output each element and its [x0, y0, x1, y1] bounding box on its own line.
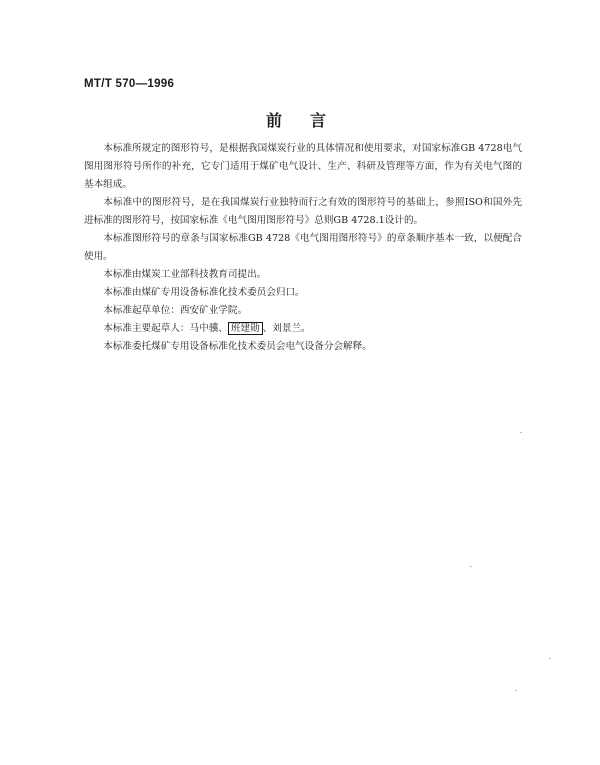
- paragraph-committee: 本标准由煤矿专用设备标准化技术委员会归口。: [103, 287, 305, 298]
- paragraph-structure: 本标准图形符号的章条与国家标准GB 4728《电气图用图形符号》的章条顺序基本一致，以便配合使用。: [84, 233, 522, 262]
- scan-speck: [515, 690, 517, 691]
- paragraph-proposer: 本标准由煤炭工业部科技教育司提出。: [103, 269, 267, 280]
- paragraph-scope: 本标准所规定的图形符号，是根据我国煤炭行业的具体情况和使用要求，对国家标准GB 4728电气图用图形符号所作的补充，它专门适用于煤矿电气设计、生产、科研及管理等方面，作为有关电气图的基本组成。: [84, 143, 522, 190]
- boxed-drafter-name: 班建勋: [228, 322, 263, 335]
- scan-speck: [520, 432, 522, 433]
- scan-speck: [470, 566, 472, 567]
- paragraph-interpretation: 本标准委托煤矿专用设备标准化技术委员会电气设备分会解释。: [103, 341, 372, 352]
- foreword-body: [84, 140, 522, 356]
- standard-code: MT/T 570—1996: [84, 78, 175, 90]
- paragraph-basis: 本标准中的图形符号，是在我国煤炭行业独特而行之有效的图形符号的基础上，参照ISO和国外先进标准的图形符号，按国家标准《电气图用图形符号》总则GB 4728.1设计的。: [84, 197, 522, 226]
- paragraph-drafters: [84, 320, 522, 338]
- drafters-prefix: 本标准主要起草人：马中骥、: [103, 323, 228, 334]
- paragraph-drafting-unit: 本标准起草单位：西安矿业学院。: [103, 305, 248, 316]
- scan-speck: [549, 658, 551, 659]
- page-title: 前言: [265, 111, 354, 130]
- drafters-suffix: 、刘景兰。: [262, 323, 311, 334]
